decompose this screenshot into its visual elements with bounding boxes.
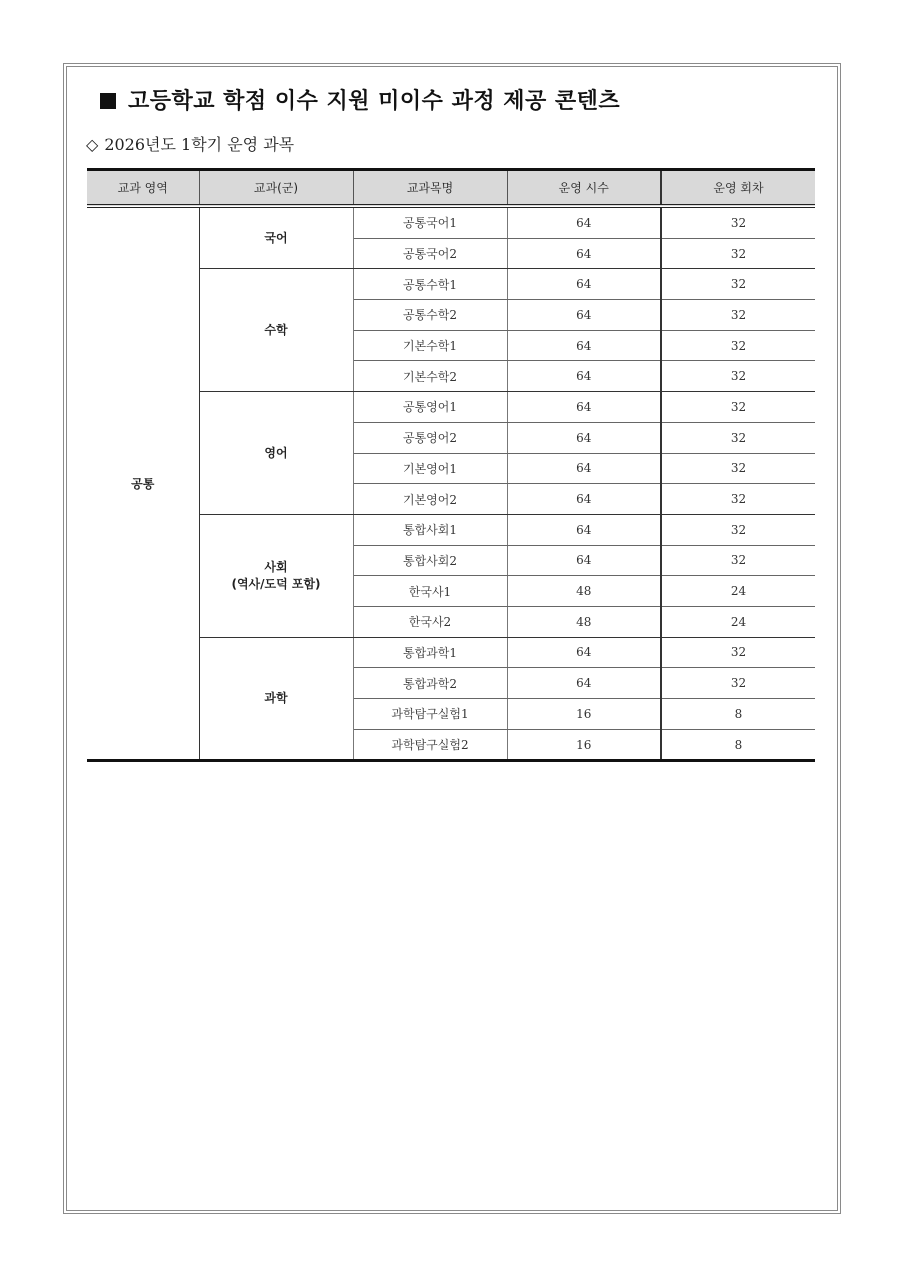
subject-cell: 한국사1	[353, 576, 507, 607]
header-hours: 운영 시수	[507, 170, 661, 207]
hours-cell: 64	[507, 484, 661, 515]
subject-cell: 통합과학2	[353, 668, 507, 699]
group-cell: 수학	[199, 269, 353, 392]
header-group: 교과(군)	[199, 170, 353, 207]
sessions-cell: 32	[661, 361, 815, 392]
sessions-cell: 32	[661, 484, 815, 515]
sessions-cell: 32	[661, 514, 815, 545]
hours-cell: 64	[507, 361, 661, 392]
black-square-icon	[100, 93, 116, 109]
subject-cell: 기본영어2	[353, 484, 507, 515]
document-title	[100, 84, 620, 115]
hours-cell: 64	[507, 330, 661, 361]
sessions-cell: 32	[661, 668, 815, 699]
sessions-cell: 32	[661, 392, 815, 423]
hours-cell: 16	[507, 729, 661, 761]
sessions-cell: 32	[661, 453, 815, 484]
hours-cell: 64	[507, 300, 661, 331]
hours-cell: 64	[507, 392, 661, 423]
subject-cell: 통합사회2	[353, 545, 507, 576]
section-subtitle	[86, 132, 294, 155]
subject-cell: 한국사2	[353, 606, 507, 637]
subject-cell: 기본수학1	[353, 330, 507, 361]
hours-cell: 64	[507, 422, 661, 453]
subject-cell: 과학탐구실험1	[353, 699, 507, 730]
subject-cell: 공통수학2	[353, 300, 507, 331]
course-table	[87, 168, 815, 762]
table-header-row	[87, 170, 815, 207]
hours-cell: 64	[507, 668, 661, 699]
hours-cell: 64	[507, 514, 661, 545]
sessions-cell: 32	[661, 300, 815, 331]
group-cell: 국어	[199, 206, 353, 269]
hours-cell: 16	[507, 699, 661, 730]
subject-cell: 통합사회1	[353, 514, 507, 545]
table-row	[87, 206, 815, 238]
subject-cell: 공통국어1	[353, 206, 507, 238]
hours-cell: 64	[507, 238, 661, 269]
area-cell: 공통	[87, 206, 199, 761]
sessions-cell: 32	[661, 545, 815, 576]
hours-cell: 64	[507, 453, 661, 484]
subject-cell: 통합과학1	[353, 637, 507, 668]
sessions-cell: 32	[661, 206, 815, 238]
group-name-note: (역사/도덕 포함)	[231, 576, 321, 591]
hours-cell: 64	[507, 637, 661, 668]
group-cell	[199, 514, 353, 637]
subject-cell: 공통영어2	[353, 422, 507, 453]
subject-cell: 과학탐구실험2	[353, 729, 507, 761]
sessions-cell: 24	[661, 576, 815, 607]
section-subtitle-text: 2026년도 1학기 운영 과목	[104, 135, 295, 154]
subject-cell: 공통영어1	[353, 392, 507, 423]
white-diamond-icon: ◇	[86, 135, 99, 154]
hours-cell: 48	[507, 576, 661, 607]
sessions-cell: 32	[661, 330, 815, 361]
subject-cell: 공통국어2	[353, 238, 507, 269]
subject-cell: 기본수학2	[353, 361, 507, 392]
sessions-cell: 24	[661, 606, 815, 637]
sessions-cell: 32	[661, 422, 815, 453]
sessions-cell: 8	[661, 699, 815, 730]
header-subject: 교과목명	[353, 170, 507, 207]
group-cell: 과학	[199, 637, 353, 761]
header-sessions: 운영 회차	[661, 170, 815, 207]
sessions-cell: 32	[661, 269, 815, 300]
header-area: 교과 영역	[87, 170, 199, 207]
sessions-cell: 32	[661, 238, 815, 269]
group-name: 사회	[264, 559, 288, 574]
hours-cell: 64	[507, 269, 661, 300]
hours-cell: 48	[507, 606, 661, 637]
sessions-cell: 32	[661, 637, 815, 668]
group-cell: 영어	[199, 392, 353, 515]
document-title-text: 고등학교 학점 이수 지원 미이수 과정 제공 콘텐츠	[128, 89, 621, 114]
subject-cell: 기본영어1	[353, 453, 507, 484]
sessions-cell: 8	[661, 729, 815, 761]
hours-cell: 64	[507, 545, 661, 576]
subject-cell: 공통수학1	[353, 269, 507, 300]
hours-cell: 64	[507, 206, 661, 238]
